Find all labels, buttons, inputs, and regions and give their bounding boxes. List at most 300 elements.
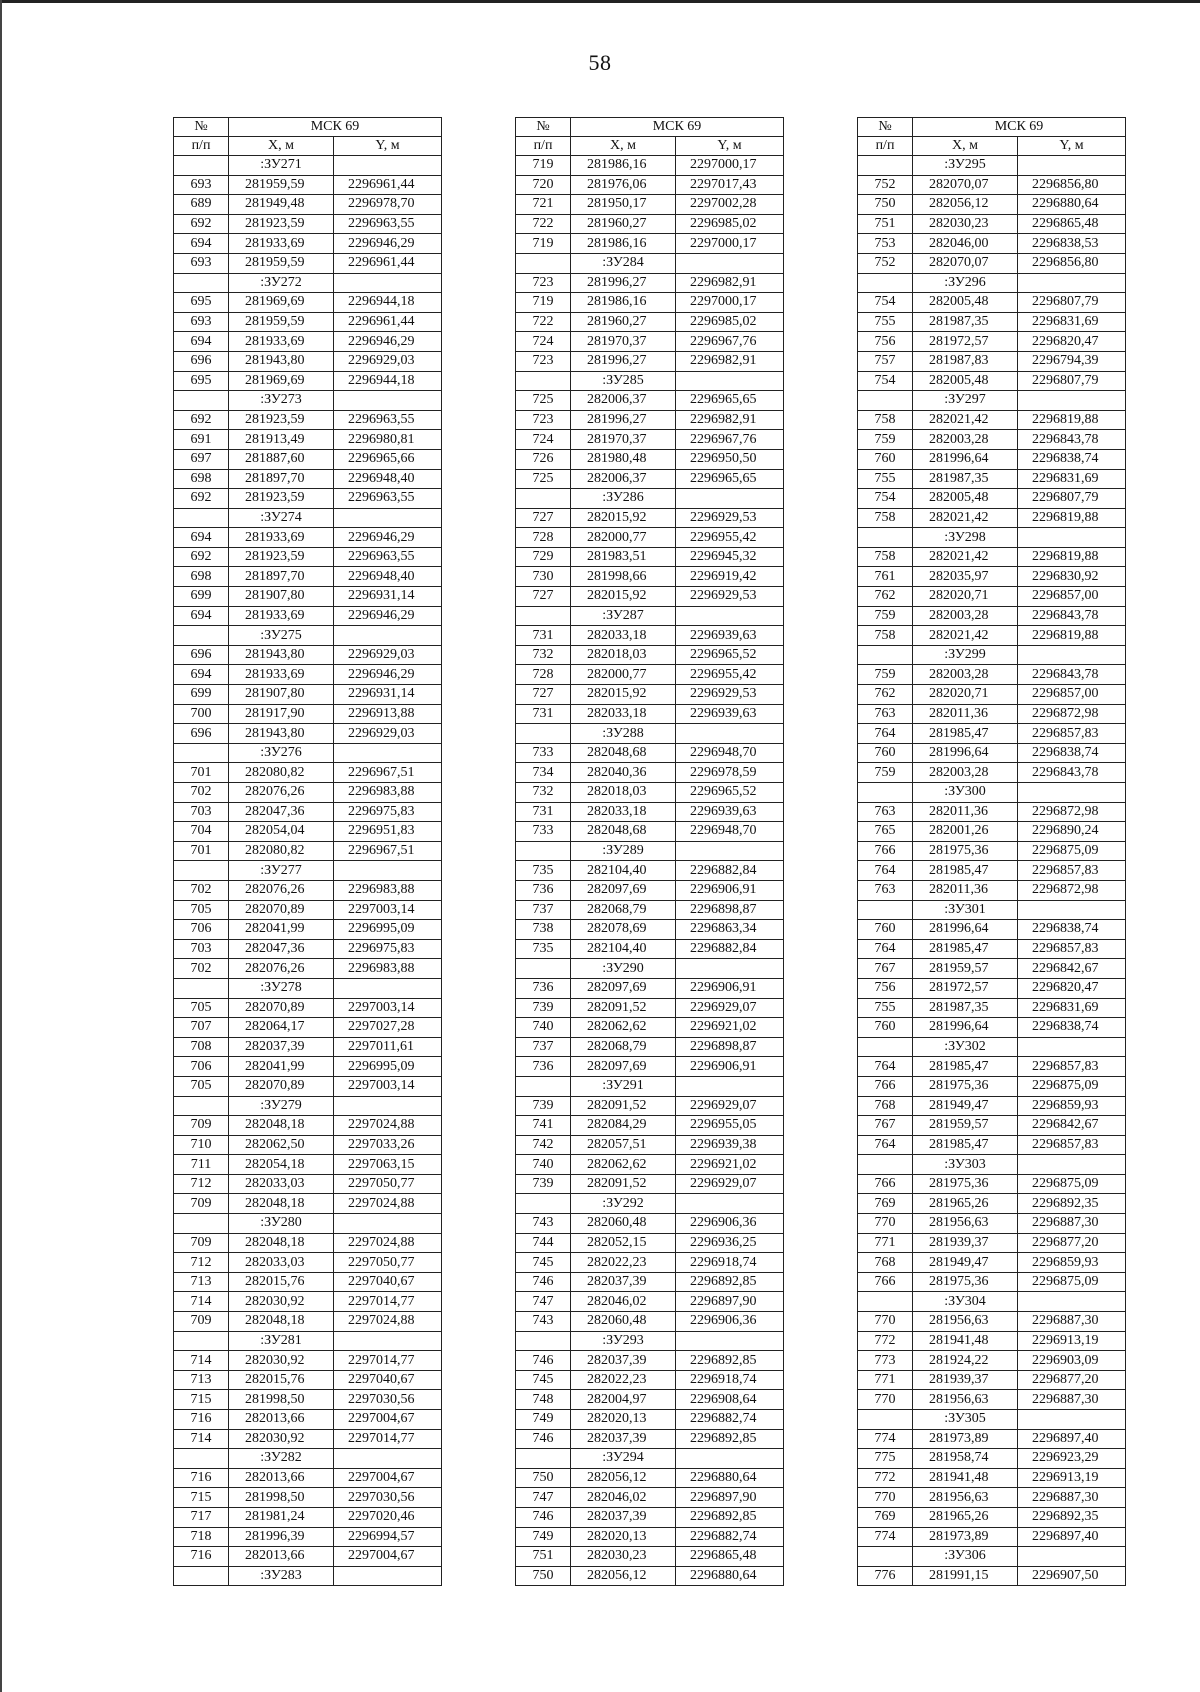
parcel-label: :ЗУ290 <box>571 959 676 979</box>
x-column-header: X, м <box>229 137 334 156</box>
parcel-label: :ЗУ298 <box>913 528 1018 548</box>
x-coordinate: 282037,39 <box>571 1351 676 1371</box>
table-row <box>516 449 784 469</box>
table-row <box>174 1233 442 1253</box>
y-coordinate: 2296882,74 <box>676 1410 784 1430</box>
y-coordinate: 2296939,63 <box>676 704 784 724</box>
y-coordinate: 2296898,87 <box>676 900 784 920</box>
parcel-label-row <box>516 606 784 626</box>
table-row <box>516 1468 784 1488</box>
point-number: 743 <box>516 1312 571 1332</box>
parcel-label-row <box>858 273 1126 293</box>
point-number: 694 <box>174 332 229 352</box>
y-coordinate: 2296857,83 <box>1018 1135 1126 1155</box>
parcel-label: :ЗУ293 <box>571 1331 676 1351</box>
empty-cell <box>516 724 571 744</box>
table-row <box>858 1507 1126 1527</box>
table-row <box>174 587 442 607</box>
x-coordinate: 282056,12 <box>913 195 1018 215</box>
y-coordinate: 2296967,76 <box>676 430 784 450</box>
table-row <box>174 1507 442 1527</box>
parcel-label: :ЗУ280 <box>229 1214 334 1234</box>
point-number: 692 <box>174 214 229 234</box>
table-row <box>858 822 1126 842</box>
x-coordinate: 281998,50 <box>229 1488 334 1508</box>
table-row <box>516 1566 784 1586</box>
empty-cell <box>1018 783 1126 803</box>
table-row <box>174 998 442 1018</box>
x-coordinate: 282097,69 <box>571 978 676 998</box>
x-coordinate: 281887,60 <box>229 449 334 469</box>
x-column-header: X, м <box>571 137 676 156</box>
point-number: 750 <box>858 195 913 215</box>
table-row <box>858 1076 1126 1096</box>
empty-cell <box>174 1096 229 1116</box>
table-row <box>516 1096 784 1116</box>
y-column-header: Y, м <box>334 137 442 156</box>
table-row <box>516 195 784 215</box>
point-number: 694 <box>174 606 229 626</box>
x-coordinate: 281923,59 <box>229 547 334 567</box>
x-coordinate: 282030,23 <box>913 214 1018 234</box>
y-coordinate: 2296975,83 <box>334 802 442 822</box>
x-coordinate: 281970,37 <box>571 332 676 352</box>
y-coordinate: 2297014,77 <box>334 1351 442 1371</box>
x-coordinate: 282076,26 <box>229 959 334 979</box>
table-row <box>858 998 1126 1018</box>
parcel-label-row <box>174 1566 442 1586</box>
table-row <box>174 214 442 234</box>
x-coordinate: 281996,64 <box>913 743 1018 763</box>
point-number: 706 <box>174 1057 229 1077</box>
y-coordinate: 2296872,98 <box>1018 880 1126 900</box>
table-row <box>174 1018 442 1038</box>
y-coordinate: 2296948,40 <box>334 567 442 587</box>
point-number: 759 <box>858 763 913 783</box>
table-row <box>516 783 784 803</box>
table-row <box>516 1312 784 1332</box>
table-row <box>174 567 442 587</box>
point-number: 764 <box>858 939 913 959</box>
point-number: 749 <box>516 1410 571 1430</box>
empty-cell <box>516 253 571 273</box>
table-row <box>858 195 1126 215</box>
table-row <box>858 508 1126 528</box>
point-number: 741 <box>516 1116 571 1136</box>
table-row <box>174 1390 442 1410</box>
x-coordinate: 282080,82 <box>229 841 334 861</box>
table-row <box>174 489 442 509</box>
y-coordinate: 2296983,88 <box>334 880 442 900</box>
y-coordinate: 2296967,51 <box>334 763 442 783</box>
table-row <box>516 391 784 411</box>
point-number: 692 <box>174 547 229 567</box>
point-number-subheader: п/п <box>516 137 571 156</box>
table-row <box>516 508 784 528</box>
table-row <box>858 978 1126 998</box>
x-coordinate: 282015,92 <box>571 508 676 528</box>
x-coordinate: 282091,52 <box>571 998 676 1018</box>
y-coordinate: 2296897,90 <box>676 1488 784 1508</box>
table-row <box>858 1331 1126 1351</box>
parcel-label: :ЗУ292 <box>571 1194 676 1214</box>
parcel-label-row <box>174 861 442 881</box>
y-coordinate: 2297030,56 <box>334 1390 442 1410</box>
x-coordinate: 281956,63 <box>913 1390 1018 1410</box>
x-coordinate: 282060,48 <box>571 1214 676 1234</box>
table-row <box>516 822 784 842</box>
x-coordinate: 282006,37 <box>571 391 676 411</box>
x-coordinate: 282021,42 <box>913 626 1018 646</box>
empty-cell <box>858 1410 913 1430</box>
y-coordinate: 2296820,47 <box>1018 978 1126 998</box>
y-coordinate: 2296843,78 <box>1018 606 1126 626</box>
empty-cell <box>174 391 229 411</box>
point-number: 701 <box>174 841 229 861</box>
y-coordinate: 2296929,07 <box>676 1174 784 1194</box>
point-number: 709 <box>174 1233 229 1253</box>
point-number: 758 <box>858 508 913 528</box>
empty-cell <box>334 391 442 411</box>
x-coordinate: 281996,27 <box>571 273 676 293</box>
table-row <box>174 959 442 979</box>
y-coordinate: 2296887,30 <box>1018 1214 1126 1234</box>
x-coordinate: 281917,90 <box>229 704 334 724</box>
y-coordinate: 2296820,47 <box>1018 332 1126 352</box>
point-number: 731 <box>516 802 571 822</box>
point-number: 702 <box>174 783 229 803</box>
y-coordinate: 2297024,88 <box>334 1194 442 1214</box>
x-coordinate: 281949,48 <box>229 195 334 215</box>
empty-cell <box>334 508 442 528</box>
point-number: 740 <box>516 1155 571 1175</box>
table-row <box>516 1488 784 1508</box>
point-number-subheader: п/п <box>174 137 229 156</box>
parcel-label-row <box>858 645 1126 665</box>
x-coordinate: 281986,16 <box>571 293 676 313</box>
point-number: 742 <box>516 1135 571 1155</box>
x-coordinate: 281965,26 <box>913 1194 1018 1214</box>
point-number: 760 <box>858 743 913 763</box>
point-number: 751 <box>516 1547 571 1567</box>
y-coordinate: 2296897,40 <box>1018 1527 1126 1547</box>
empty-cell <box>516 606 571 626</box>
point-number: 764 <box>858 1057 913 1077</box>
table-row <box>174 1037 442 1057</box>
x-coordinate: 281959,57 <box>913 959 1018 979</box>
x-coordinate: 282048,18 <box>229 1312 334 1332</box>
x-coordinate: 282104,40 <box>571 939 676 959</box>
table-row <box>516 410 784 430</box>
point-number: 739 <box>516 998 571 1018</box>
x-coordinate: 281987,35 <box>913 469 1018 489</box>
table-row <box>858 1214 1126 1234</box>
y-coordinate: 2296929,07 <box>676 1096 784 1116</box>
x-coordinate: 282060,48 <box>571 1312 676 1332</box>
y-coordinate: 2296906,91 <box>676 978 784 998</box>
parcel-label-row <box>858 1155 1126 1175</box>
point-number: 747 <box>516 1488 571 1508</box>
table-row <box>174 606 442 626</box>
x-coordinate: 281987,35 <box>913 998 1018 1018</box>
table-row <box>858 1116 1126 1136</box>
empty-cell <box>334 156 442 176</box>
point-number: 751 <box>858 214 913 234</box>
y-coordinate: 2297050,77 <box>334 1253 442 1273</box>
y-coordinate: 2296955,05 <box>676 1116 784 1136</box>
parcel-label: :ЗУ286 <box>571 489 676 509</box>
point-number: 728 <box>516 665 571 685</box>
empty-cell <box>174 1449 229 1469</box>
point-number: 727 <box>516 685 571 705</box>
empty-cell <box>676 1194 784 1214</box>
table-row <box>516 626 784 646</box>
empty-cell <box>676 1449 784 1469</box>
y-coordinate: 2296906,91 <box>676 1057 784 1077</box>
parcel-label-row <box>858 1547 1126 1567</box>
point-number: 773 <box>858 1351 913 1371</box>
parcel-label: :ЗУ277 <box>229 861 334 881</box>
x-coordinate: 281985,47 <box>913 861 1018 881</box>
y-coordinate: 2296963,55 <box>334 410 442 430</box>
x-coordinate: 282003,28 <box>913 665 1018 685</box>
table-row <box>516 469 784 489</box>
table-row <box>174 1370 442 1390</box>
point-number: 760 <box>858 1018 913 1038</box>
point-number: 746 <box>516 1429 571 1449</box>
point-number: 750 <box>516 1566 571 1586</box>
table-row <box>858 861 1126 881</box>
table-row <box>174 332 442 352</box>
y-coordinate: 2296921,02 <box>676 1155 784 1175</box>
coordinate-system-header: МСК 69 <box>571 118 784 137</box>
empty-cell <box>676 959 784 979</box>
y-coordinate: 2296929,07 <box>676 998 784 1018</box>
table-row <box>516 175 784 195</box>
parcel-label: :ЗУ272 <box>229 273 334 293</box>
point-number: 748 <box>516 1390 571 1410</box>
point-number: 746 <box>516 1351 571 1371</box>
x-coordinate: 282052,15 <box>571 1233 676 1253</box>
table-row <box>858 1096 1126 1116</box>
x-coordinate: 282054,18 <box>229 1155 334 1175</box>
x-coordinate: 281941,48 <box>913 1331 1018 1351</box>
point-number: 756 <box>858 332 913 352</box>
y-coordinate: 2296929,53 <box>676 685 784 705</box>
y-coordinate: 2296880,64 <box>676 1468 784 1488</box>
table-row <box>858 1018 1126 1038</box>
x-coordinate: 281969,69 <box>229 293 334 313</box>
point-number: 705 <box>174 1076 229 1096</box>
point-number: 730 <box>516 567 571 587</box>
point-number: 740 <box>516 1018 571 1038</box>
point-number: 714 <box>174 1292 229 1312</box>
parcel-label-row <box>174 978 442 998</box>
y-coordinate: 2297004,67 <box>334 1547 442 1567</box>
y-coordinate: 2296819,88 <box>1018 508 1126 528</box>
table-row <box>516 1429 784 1449</box>
x-coordinate: 282048,18 <box>229 1233 334 1253</box>
y-coordinate: 2296887,30 <box>1018 1312 1126 1332</box>
x-coordinate: 281985,47 <box>913 939 1018 959</box>
table-row <box>174 1312 442 1332</box>
table-row <box>174 1155 442 1175</box>
point-number: 754 <box>858 293 913 313</box>
x-coordinate: 282013,66 <box>229 1547 334 1567</box>
x-coordinate: 282033,18 <box>571 802 676 822</box>
y-coordinate: 2296931,14 <box>334 685 442 705</box>
parcel-label: :ЗУ300 <box>913 783 1018 803</box>
table-row <box>174 802 442 822</box>
point-number: 715 <box>174 1488 229 1508</box>
table-row <box>858 489 1126 509</box>
parcel-label-row <box>174 273 442 293</box>
point-number: 705 <box>174 900 229 920</box>
y-coordinate: 2296963,55 <box>334 547 442 567</box>
y-coordinate: 2296907,50 <box>1018 1566 1126 1586</box>
table-row <box>858 1468 1126 1488</box>
point-number: 717 <box>174 1507 229 1527</box>
point-number: 710 <box>174 1135 229 1155</box>
y-coordinate: 2296838,53 <box>1018 234 1126 254</box>
point-number: 752 <box>858 175 913 195</box>
table-row <box>516 351 784 371</box>
parcel-label: :ЗУ279 <box>229 1096 334 1116</box>
point-number: 716 <box>174 1410 229 1430</box>
x-coordinate: 281985,47 <box>913 1135 1018 1155</box>
x-coordinate: 282013,66 <box>229 1410 334 1430</box>
table-row <box>174 704 442 724</box>
x-coordinate: 282104,40 <box>571 861 676 881</box>
y-coordinate: 2296831,69 <box>1018 998 1126 1018</box>
parcel-label: :ЗУ271 <box>229 156 334 176</box>
parcel-label: :ЗУ302 <box>913 1037 1018 1057</box>
parcel-label: :ЗУ303 <box>913 1155 1018 1175</box>
table-row <box>174 939 442 959</box>
y-coordinate: 2296951,83 <box>334 822 442 842</box>
empty-cell <box>676 606 784 626</box>
y-coordinate: 2296918,74 <box>676 1370 784 1390</box>
x-coordinate: 281987,35 <box>913 312 1018 332</box>
y-coordinate: 2297003,14 <box>334 1076 442 1096</box>
y-coordinate: 2296908,64 <box>676 1390 784 1410</box>
table-row <box>174 1076 442 1096</box>
x-coordinate: 282084,29 <box>571 1116 676 1136</box>
coordinates-table-3 <box>857 117 1126 1586</box>
table-row <box>858 1429 1126 1449</box>
parcel-label-row <box>174 1449 442 1469</box>
point-number: 766 <box>858 1174 913 1194</box>
x-coordinate: 281986,16 <box>571 156 676 176</box>
point-number: 776 <box>858 1566 913 1586</box>
point-number: 727 <box>516 587 571 607</box>
x-coordinate: 282000,77 <box>571 665 676 685</box>
table-row <box>174 528 442 548</box>
x-coordinate: 282046,02 <box>571 1292 676 1312</box>
x-coordinate: 281956,63 <box>913 1312 1018 1332</box>
table-row <box>174 371 442 391</box>
table-row <box>174 1527 442 1547</box>
empty-cell <box>174 743 229 763</box>
point-number: 701 <box>174 763 229 783</box>
x-coordinate: 282018,03 <box>571 645 676 665</box>
point-number: 743 <box>516 1214 571 1234</box>
table-row <box>516 920 784 940</box>
point-number: 737 <box>516 1037 571 1057</box>
point-number: 750 <box>516 1468 571 1488</box>
y-coordinate: 2296929,03 <box>334 645 442 665</box>
parcel-label: :ЗУ281 <box>229 1331 334 1351</box>
x-coordinate: 281981,24 <box>229 1507 334 1527</box>
point-number: 749 <box>516 1527 571 1547</box>
parcel-label: :ЗУ285 <box>571 371 676 391</box>
point-number: 770 <box>858 1390 913 1410</box>
point-number: 774 <box>858 1527 913 1547</box>
y-coordinate: 2296929,03 <box>334 724 442 744</box>
x-coordinate: 282015,92 <box>571 685 676 705</box>
table-row <box>516 567 784 587</box>
y-coordinate: 2296929,03 <box>334 351 442 371</box>
parcel-label: :ЗУ273 <box>229 391 334 411</box>
y-coordinate: 2297024,88 <box>334 1233 442 1253</box>
y-coordinate: 2296975,83 <box>334 939 442 959</box>
point-number: 755 <box>858 998 913 1018</box>
y-coordinate: 2296892,35 <box>1018 1194 1126 1214</box>
y-coordinate: 2296875,09 <box>1018 841 1126 861</box>
y-coordinate: 2296882,84 <box>676 939 784 959</box>
table-row <box>858 1253 1126 1273</box>
point-number: 770 <box>858 1312 913 1332</box>
point-number: 699 <box>174 685 229 705</box>
x-coordinate: 281996,64 <box>913 449 1018 469</box>
x-coordinate: 282056,12 <box>571 1566 676 1586</box>
table-row <box>174 763 442 783</box>
table-row <box>858 1135 1126 1155</box>
y-coordinate: 2296978,70 <box>334 195 442 215</box>
parcel-label: :ЗУ276 <box>229 743 334 763</box>
table-row <box>516 273 784 293</box>
table-row <box>858 665 1126 685</box>
x-coordinate: 282040,36 <box>571 763 676 783</box>
y-coordinate: 2296995,09 <box>334 1057 442 1077</box>
empty-cell <box>1018 900 1126 920</box>
y-coordinate: 2296857,00 <box>1018 685 1126 705</box>
point-number: 691 <box>174 430 229 450</box>
x-coordinate: 282022,23 <box>571 1253 676 1273</box>
y-coordinate: 2296882,74 <box>676 1527 784 1547</box>
x-coordinate: 281924,22 <box>913 1351 1018 1371</box>
x-coordinate: 282070,89 <box>229 1076 334 1096</box>
table-row <box>174 1135 442 1155</box>
point-number: 732 <box>516 645 571 665</box>
table-row <box>516 1272 784 1292</box>
point-number: 698 <box>174 469 229 489</box>
parcel-label-row <box>516 1449 784 1469</box>
table-row <box>858 841 1126 861</box>
point-number: 735 <box>516 939 571 959</box>
x-coordinate: 281933,69 <box>229 528 334 548</box>
x-coordinate: 281998,50 <box>229 1390 334 1410</box>
point-number: 758 <box>858 626 913 646</box>
point-number: 693 <box>174 312 229 332</box>
point-number: 745 <box>516 1370 571 1390</box>
x-coordinate: 282015,76 <box>229 1370 334 1390</box>
parcel-label: :ЗУ278 <box>229 978 334 998</box>
empty-cell <box>174 1566 229 1586</box>
parcel-label: :ЗУ288 <box>571 724 676 744</box>
point-number: 695 <box>174 293 229 313</box>
x-coordinate: 281959,59 <box>229 253 334 273</box>
